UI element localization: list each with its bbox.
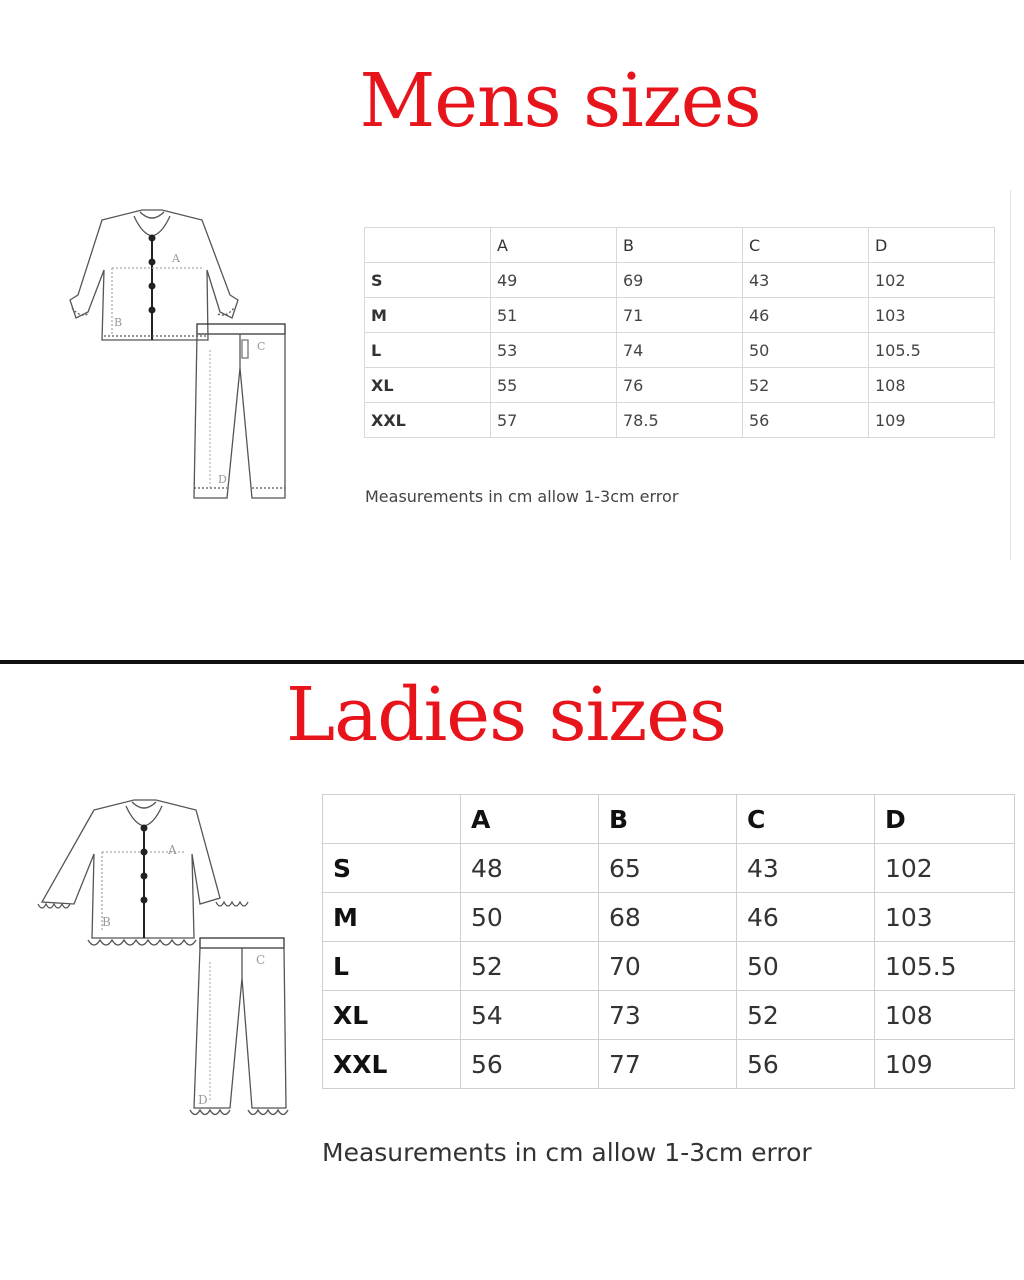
ladies-header-cell: B: [599, 795, 737, 844]
ladies-header-cell: A: [461, 795, 599, 844]
section-divider: [0, 660, 1024, 664]
table-row: [323, 893, 1015, 942]
table-row: [365, 368, 995, 403]
mens-header-cell: B: [617, 228, 743, 263]
table-cell: 46: [737, 893, 875, 942]
mens-diagram-label-a: A: [172, 252, 180, 265]
ladies-header-cell: D: [875, 795, 1015, 844]
ladies-header-cell: C: [737, 795, 875, 844]
table-cell: 43: [737, 844, 875, 893]
size-label: L: [365, 333, 491, 368]
table-cell: 109: [875, 1040, 1015, 1089]
size-label: M: [365, 298, 491, 333]
table-cell: 108: [875, 991, 1015, 1040]
table-cell: 52: [461, 942, 599, 991]
table-cell: 56: [737, 1040, 875, 1089]
ladies-size-table: [322, 794, 1015, 1089]
table-cell: 49: [491, 263, 617, 298]
size-label: XXL: [365, 403, 491, 438]
size-label: M: [323, 893, 461, 942]
ladies-header-row: [323, 795, 1015, 844]
table-cell: 50: [743, 333, 869, 368]
table-cell: 108: [869, 368, 995, 403]
mens-diagram-label-b: B: [114, 316, 123, 329]
mens-header-cell: A: [491, 228, 617, 263]
table-cell: 73: [599, 991, 737, 1040]
table-cell: 57: [491, 403, 617, 438]
table-cell: 50: [461, 893, 599, 942]
table-row: [365, 263, 995, 298]
ladies-measurement-note: Measurements in cm allow 1-3cm error: [322, 1138, 812, 1167]
ruffled-pajama-set-icon: [30, 792, 292, 1124]
table-cell: 50: [737, 942, 875, 991]
table-cell: 77: [599, 1040, 737, 1089]
ladies-header-cell: [323, 795, 461, 844]
table-cell: 56: [461, 1040, 599, 1089]
table-cell: 102: [875, 844, 1015, 893]
size-label: XL: [323, 991, 461, 1040]
table-cell: 54: [461, 991, 599, 1040]
ladies-diagram-label-a: A: [168, 843, 177, 857]
mens-header-cell: C: [743, 228, 869, 263]
table-row: [323, 1040, 1015, 1089]
table-cell: 52: [737, 991, 875, 1040]
table-row: [365, 333, 995, 368]
table-row: [323, 991, 1015, 1040]
table-cell: 70: [599, 942, 737, 991]
table-cell: 69: [617, 263, 743, 298]
ladies-diagram-label-d: D: [198, 1093, 208, 1107]
table-row: [323, 942, 1015, 991]
mens-header-row: [365, 228, 995, 263]
ladies-title: Ladies sizes: [286, 672, 726, 758]
pajama-set-icon: [52, 200, 292, 510]
table-cell: 55: [491, 368, 617, 403]
mens-diagram-label-c: C: [257, 340, 266, 353]
table-cell: 46: [743, 298, 869, 333]
size-label: L: [323, 942, 461, 991]
mens-title: Mens sizes: [359, 58, 761, 144]
mens-header-cell: D: [869, 228, 995, 263]
table-cell: 103: [875, 893, 1015, 942]
table-cell: 51: [491, 298, 617, 333]
edge-line: [1010, 190, 1011, 560]
table-cell: 105.5: [869, 333, 995, 368]
table-cell: 68: [599, 893, 737, 942]
mens-diagram-label-d: D: [218, 473, 227, 486]
table-row: [323, 844, 1015, 893]
table-cell: 74: [617, 333, 743, 368]
ladies-diagram-label-b: B: [102, 915, 111, 929]
table-cell: 102: [869, 263, 995, 298]
ladies-diagram-label-c: C: [256, 953, 266, 967]
table-cell: 65: [599, 844, 737, 893]
table-cell: 109: [869, 403, 995, 438]
table-cell: 43: [743, 263, 869, 298]
size-label: S: [365, 263, 491, 298]
table-cell: 48: [461, 844, 599, 893]
table-row: [365, 298, 995, 333]
size-label: S: [323, 844, 461, 893]
table-cell: 52: [743, 368, 869, 403]
mens-header-cell: [365, 228, 491, 263]
table-cell: 56: [743, 403, 869, 438]
table-cell: 53: [491, 333, 617, 368]
mens-measurement-note: Measurements in cm allow 1-3cm error: [365, 487, 679, 506]
size-label: XL: [365, 368, 491, 403]
size-label: XXL: [323, 1040, 461, 1089]
table-row: [365, 403, 995, 438]
mens-size-table: [364, 227, 995, 438]
table-cell: 71: [617, 298, 743, 333]
table-cell: 103: [869, 298, 995, 333]
table-cell: 76: [617, 368, 743, 403]
table-cell: 105.5: [875, 942, 1015, 991]
table-cell: 78.5: [617, 403, 743, 438]
